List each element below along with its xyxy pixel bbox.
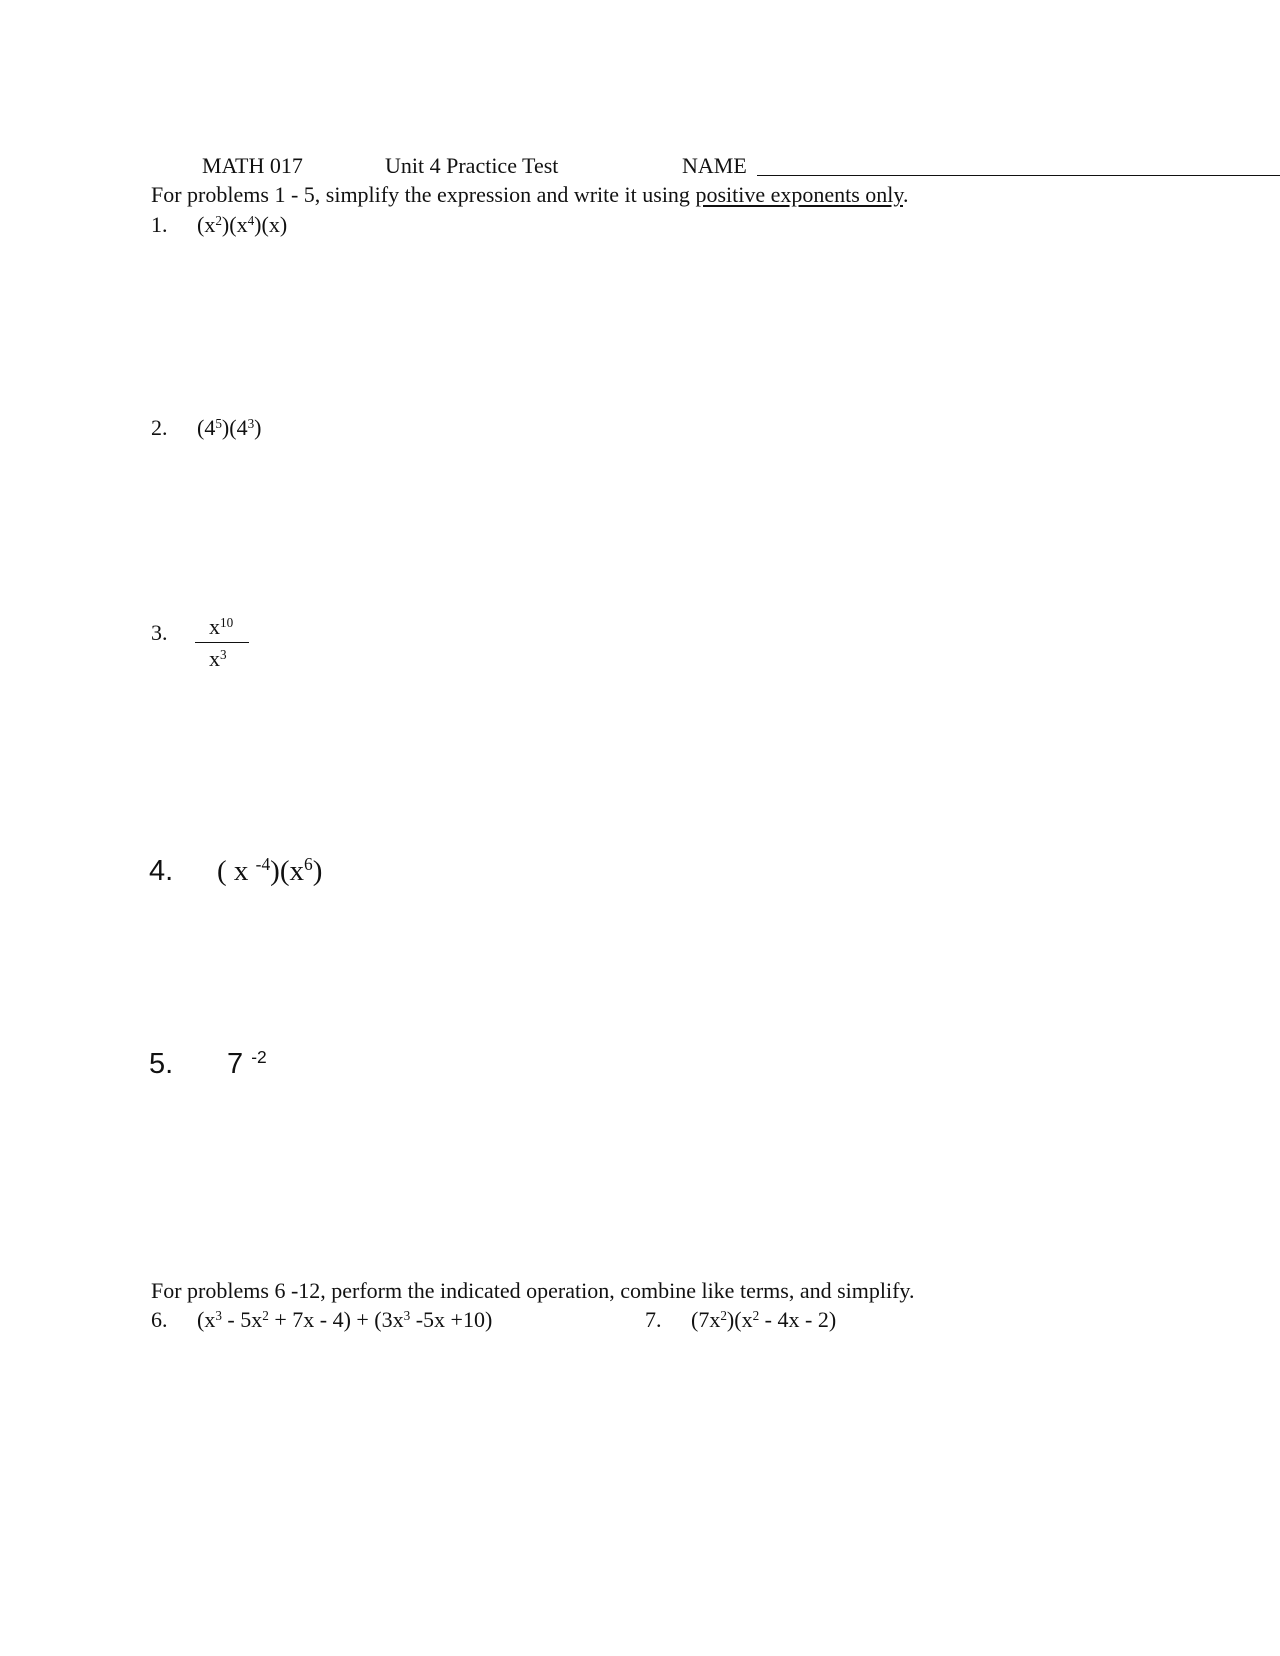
problem-7 (645, 1307, 836, 1333)
expr-part: (4 (197, 415, 216, 440)
instruction-end: . (903, 182, 909, 207)
expr-part: (7x (691, 1307, 721, 1332)
exponent: 2 (752, 1307, 760, 1323)
expr-part: 7 (227, 1048, 252, 1080)
expr-part: ) (254, 415, 262, 440)
problem-number: 5. (149, 1048, 174, 1080)
exponent: 6 (304, 854, 313, 875)
exponent: 3 (403, 1307, 411, 1323)
expr-part: x (209, 646, 220, 671)
exponent: -4 (255, 854, 271, 875)
exponent: 2 (262, 1307, 269, 1323)
test-title: Unit 4 Practice Test (385, 153, 559, 178)
section1-instructions (151, 182, 909, 208)
expr-part: -5x +10) (410, 1307, 493, 1332)
exponent: -2 (251, 1047, 267, 1068)
exponent: 2 (215, 212, 222, 228)
problem-4 (149, 855, 322, 887)
expr-part: - 4x - 2) (759, 1307, 837, 1332)
expr-part: (x (197, 212, 216, 237)
exponent: 10 (220, 614, 234, 630)
problem-number: 1. (151, 212, 168, 237)
problem-1 (151, 212, 287, 238)
exponent: 4 (247, 212, 255, 228)
problem-6 (151, 1307, 492, 1333)
problem-number: 4. (149, 855, 174, 887)
expr-part: - 5x (221, 1307, 263, 1332)
exponent: 3 (220, 646, 227, 662)
expr-part: )(x (270, 855, 304, 887)
expr-part: )(x (726, 1307, 753, 1332)
expr-part: + 7x - 4) + (3x (268, 1307, 404, 1332)
problem-number: 2. (151, 415, 168, 440)
expr-part: x (209, 614, 220, 639)
problem-number: 7. (645, 1307, 662, 1332)
name-blank-line[interactable] (757, 175, 1280, 176)
problem-2 (151, 415, 262, 441)
name-label: NAME (682, 153, 747, 178)
expr-part: )(4 (221, 415, 248, 440)
exponent: 2 (720, 1307, 727, 1323)
fraction-bar (195, 642, 249, 643)
instruction-text: For problems 1 - 5, simplify the expression and write it using (151, 182, 696, 207)
exponent: 3 (247, 415, 255, 431)
expr-part: )(x (221, 212, 248, 237)
expr-part: ) (312, 855, 323, 887)
problem-5 (149, 1048, 267, 1080)
expr-part: )(x) (254, 212, 288, 237)
fraction-denominator (209, 648, 227, 670)
expr-part: ( x (217, 855, 256, 887)
expr-part: (x (197, 1307, 216, 1332)
exponent: 5 (215, 415, 222, 431)
section2-instructions: For problems 6 -12, perform the indicated operation, combine like terms, and simplify. (151, 1278, 915, 1303)
exponent: 3 (215, 1307, 222, 1323)
problem-number: 6. (151, 1307, 168, 1332)
course-code: MATH 017 (202, 153, 303, 178)
fraction-numerator (209, 616, 233, 638)
instruction-emphasis: positive exponents only (695, 182, 903, 207)
problem-3-number: 3. (151, 620, 168, 645)
